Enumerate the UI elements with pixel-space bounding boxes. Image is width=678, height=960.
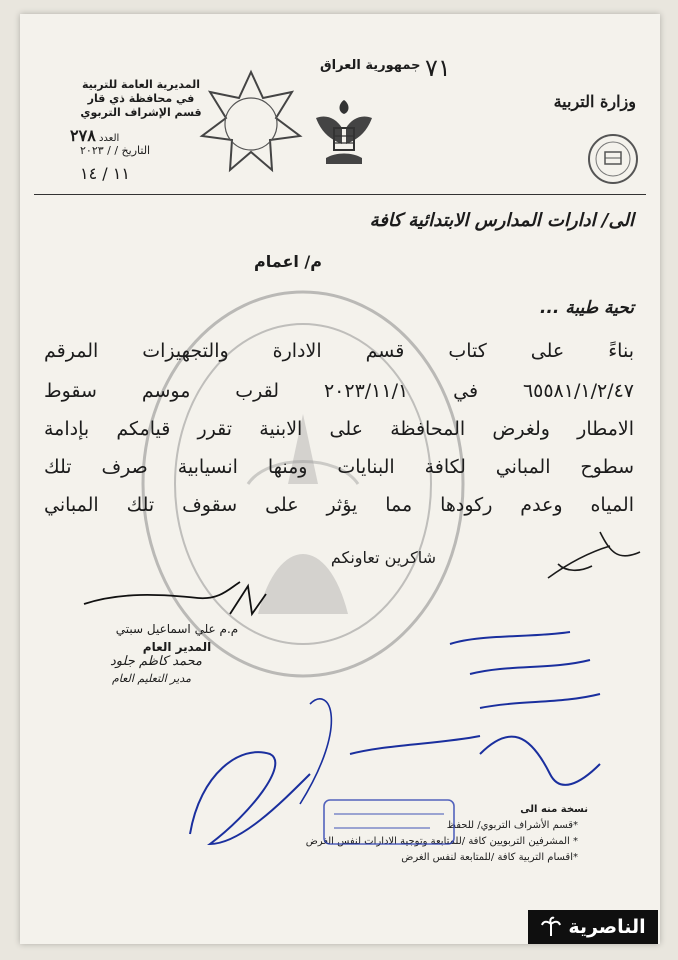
- handwritten-date-scribble: [540, 522, 650, 592]
- reference-number: [70, 126, 119, 145]
- republic-title: جمهورية العراق: [320, 58, 421, 73]
- handwritten-small-note: ١١ / ١٤: [80, 164, 130, 183]
- watermark-logo: [528, 910, 658, 944]
- department-block: [56, 78, 226, 120]
- ministry-name: وزارة التربية: [553, 92, 636, 111]
- signer-name: م.م علي اسماعيل سبتي: [115, 622, 239, 636]
- body-line-3: الامطار ولغرض المحافظة على الابنية تقرر قيامكم بإدامة: [44, 418, 634, 440]
- body-line-1: بناءً على كتاب قسم الادارة والتجهيزات المرقم: [44, 340, 634, 362]
- greeting-line: تحية طيبة ...: [539, 298, 634, 318]
- blue-office-stamp: [320, 794, 460, 854]
- addressee-line: الى/ ادارات المدارس الابتدائية كافة: [369, 210, 634, 231]
- handwritten-name: محمد كاظم جلود: [110, 654, 202, 669]
- date-label: التاريخ: [121, 144, 151, 157]
- copy-item-1: *قسم الأشراف التربوي/ للحفظ: [446, 820, 578, 831]
- subject-line: م/ اعمام: [253, 252, 322, 271]
- handwritten-note: مدير التعليم العام: [112, 672, 191, 685]
- palm-logo-icon: [540, 916, 562, 938]
- body-line-5: المياه وعدم ركودها مما يؤثر على سقوف تلك المباني: [44, 494, 634, 516]
- thanks-line: شاكرين تعاونكم: [330, 548, 436, 567]
- department-line-1: المديرية العامة للتربية: [81, 78, 201, 91]
- watermark-logo-text: الناصرية: [568, 916, 646, 938]
- copy-item-3: *اقسام التربية كافة /للمتابعة لنفس الغرض: [401, 852, 578, 863]
- copies-title: نسخة منه الى: [520, 804, 588, 815]
- body-line-2: ٦٥٥٨١/١/٢/٤٧ في ٢٠٢٣/١١/١ لقرب موسم سقوط: [44, 380, 634, 402]
- handwritten-number: ٧١: [425, 54, 451, 82]
- official-letter-page: [20, 14, 660, 944]
- signer-title: المدير العام: [142, 640, 212, 654]
- department-line-3: قسم الإشراف التربوي: [80, 106, 202, 119]
- department-line-2: في محافظة ذي قار: [87, 92, 195, 105]
- ministry-seal-icon: [586, 132, 640, 186]
- copy-item-2: * المشرفين التربويين كافة /للمتابعة وتوجية الادارات لنفس الغرض: [305, 836, 578, 847]
- ref-label: العدد: [98, 133, 120, 144]
- letter-date: [80, 144, 150, 157]
- header-divider: [34, 194, 646, 195]
- date-value: / / ٢٠٢٣: [80, 144, 119, 157]
- body-line-4: سطوح المباني لكافة البنايات ومنها انسيابية صرف تلك: [44, 456, 634, 478]
- eagle-emblem-icon: [308, 94, 380, 172]
- ref-value: ٢٧٨: [70, 126, 96, 145]
